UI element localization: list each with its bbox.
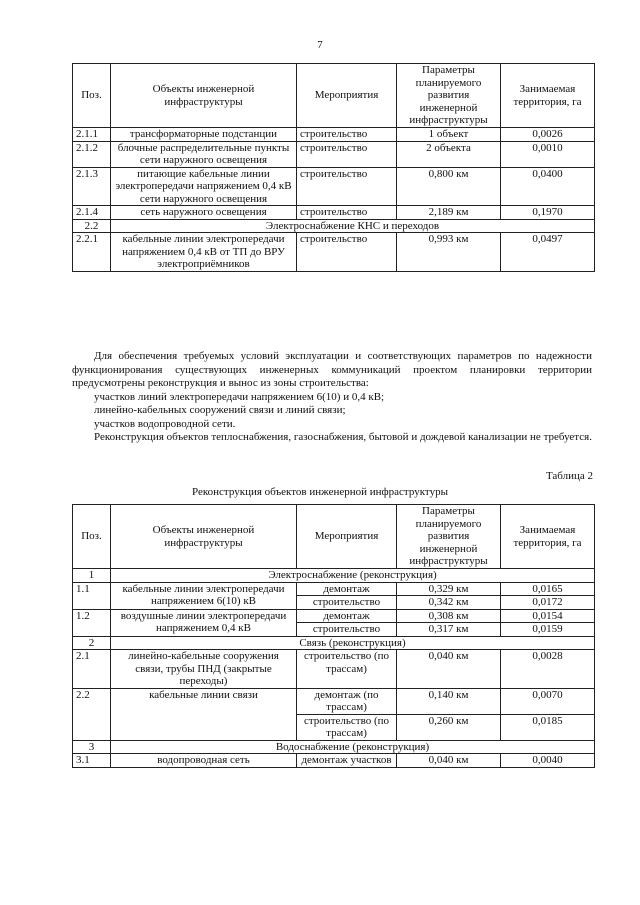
header-objects: Объекты инженерной инфраструктуры — [111, 505, 297, 569]
header-actions: Мероприятия — [297, 64, 397, 128]
cell-action: строительство (по трассам) — [297, 650, 397, 689]
table-row — [73, 233, 595, 272]
table-title: Реконструкция объектов инженерной инфраструктуры — [192, 486, 448, 498]
cell-position: 2.2.1 — [73, 233, 111, 272]
cell-object: кабельные линии электропередачи напряжением 6(10) кВ — [111, 582, 297, 609]
cell-area: 0,0185 — [501, 714, 595, 740]
cell-position: 1 — [73, 569, 111, 583]
cell-object: блочные распределительные пункты сети наружного освещения — [111, 141, 297, 167]
cell-object: воздушные линии электропередачи напряжением 0,4 кВ — [111, 609, 297, 636]
cell-area: 0,0400 — [501, 167, 595, 206]
cell-position: 2.1.4 — [73, 206, 111, 220]
cell-action: строительство — [297, 233, 397, 272]
table-row — [73, 582, 595, 596]
table-section-row — [73, 636, 595, 650]
list-item: участков линий электропередачи напряжением 6(10) и 0,4 кВ; — [94, 390, 385, 403]
cell-area: 0,0026 — [501, 128, 595, 142]
cell-object: линейно-кабельные сооружения связи, трубы ПНД (закрытые переходы) — [111, 650, 297, 689]
cell-object: кабельные линии электропередачи напряжением 0,4 кВ от ТП до ВРУ электроприёмников — [111, 233, 297, 272]
cell-action: строительство — [297, 128, 397, 142]
cell-area: 0,1970 — [501, 206, 595, 220]
table-row — [73, 754, 595, 768]
table-header-row — [73, 505, 595, 569]
body-text — [72, 350, 592, 445]
cell-parameter: 0,308 км — [397, 609, 501, 623]
cell-object: питающие кабельные линии электропередачи напряжением 0,4 кВ сети наружного освещения — [111, 167, 297, 206]
cell-position: 3 — [73, 740, 111, 754]
header-actions: Мероприятия — [297, 505, 397, 569]
table-row — [73, 141, 595, 167]
list-item: участков водопроводной сети. — [94, 417, 236, 430]
section-title: Связь (реконструкция) — [111, 636, 595, 650]
cell-action: строительство — [297, 206, 397, 220]
cell-position: 1.1 — [73, 582, 111, 609]
cell-position: 2.2 — [73, 688, 111, 740]
cell-action: строительство — [297, 623, 397, 637]
cell-area: 0,0028 — [501, 650, 595, 689]
cell-area: 0,0159 — [501, 623, 595, 637]
table-row — [73, 650, 595, 689]
table-row — [73, 128, 595, 142]
cell-area: 0,0070 — [501, 688, 595, 714]
cell-position: 2.1.1 — [73, 128, 111, 142]
cell-position: 2.1.3 — [73, 167, 111, 206]
paragraph-reconstruction: Реконструкция объектов теплоснабжения, газоснабжения, бытовой и дождевой канализации не требуется. — [94, 431, 592, 443]
table-row — [73, 167, 595, 206]
table-section-row — [73, 569, 595, 583]
cell-area: 0,0040 — [501, 754, 595, 768]
cell-action: демонтаж — [297, 609, 397, 623]
section-title: Электроснабжение (реконструкция) — [111, 569, 595, 583]
cell-object: трансформаторные подстанции — [111, 128, 297, 142]
cell-action: демонтаж — [297, 582, 397, 596]
cell-position: 2.1 — [73, 650, 111, 689]
cell-parameter: 1 объект — [397, 128, 501, 142]
cell-object: кабельные линии связи — [111, 688, 297, 740]
table-section-row — [73, 740, 595, 754]
cell-area: 0,0172 — [501, 596, 595, 610]
cell-parameter: 2 объекта — [397, 141, 501, 167]
table-row — [73, 206, 595, 220]
cell-action: строительство (по трассам) — [297, 714, 397, 740]
cell-action: строительство — [297, 596, 397, 610]
cell-area: 0,0165 — [501, 582, 595, 596]
cell-object: водопроводная сеть — [111, 754, 297, 768]
cell-action: строительство — [297, 167, 397, 206]
cell-action: демонтаж (по трассам) — [297, 688, 397, 714]
cell-parameter: 0,317 км — [397, 623, 501, 637]
table-header-row — [73, 64, 595, 128]
header-parameters: Параметры планируемого развития инженерной инфраструктуры — [397, 505, 501, 569]
cell-parameter: 0,342 км — [397, 596, 501, 610]
header-area: Занимаемая территория, га — [501, 505, 595, 569]
cell-parameter: 0,040 км — [397, 650, 501, 689]
cell-parameter: 0,993 км — [397, 233, 501, 272]
cell-parameter: 0,040 км — [397, 754, 501, 768]
cell-parameter: 2,189 км — [397, 206, 501, 220]
cell-position: 3.1 — [73, 754, 111, 768]
cell-position: 2.2 — [73, 219, 111, 233]
cell-area: 0,0497 — [501, 233, 595, 272]
header-area: Занимаемая территория, га — [501, 64, 595, 128]
table-row — [73, 688, 595, 714]
section-title: Электроснабжение КНС и переходов — [111, 219, 595, 233]
engineering-objects-table — [72, 63, 595, 272]
page-number: 7 — [317, 39, 323, 51]
table-label: Таблица 2 — [545, 470, 593, 482]
table-section-row — [73, 219, 595, 233]
cell-parameter: 0,329 км — [397, 582, 501, 596]
cell-area: 0,0010 — [501, 141, 595, 167]
header-parameters: Параметры планируемого развития инженерной инфраструктуры — [397, 64, 501, 128]
cell-parameter: 0,800 км — [397, 167, 501, 206]
cell-object: сеть наружного освещения — [111, 206, 297, 220]
header-position: Поз. — [73, 505, 111, 569]
header-position: Поз. — [73, 64, 111, 128]
cell-parameter: 0,260 км — [397, 714, 501, 740]
cell-position: 2.1.2 — [73, 141, 111, 167]
cell-action: строительство — [297, 141, 397, 167]
cell-position: 2 — [73, 636, 111, 650]
cell-action: демонтаж участков — [297, 754, 397, 768]
paragraph-intro: Для обеспечения требуемых условий эксплуатации и соответствующих параметров по надежности функционирования существующих инженерных коммуникаций проектом планировки территории предусмотрены реконструкция и вынос из зоны строительства: — [72, 350, 592, 389]
header-objects: Объекты инженерной инфраструктуры — [111, 64, 297, 128]
cell-position: 1.2 — [73, 609, 111, 636]
table-row — [73, 609, 595, 623]
reconstruction-table — [72, 504, 595, 768]
cell-parameter: 0,140 км — [397, 688, 501, 714]
section-title: Водоснабжение (реконструкция) — [111, 740, 595, 754]
cell-area: 0,0154 — [501, 609, 595, 623]
list-item: линейно-кабельных сооружений связи и линий связи; — [94, 404, 346, 416]
